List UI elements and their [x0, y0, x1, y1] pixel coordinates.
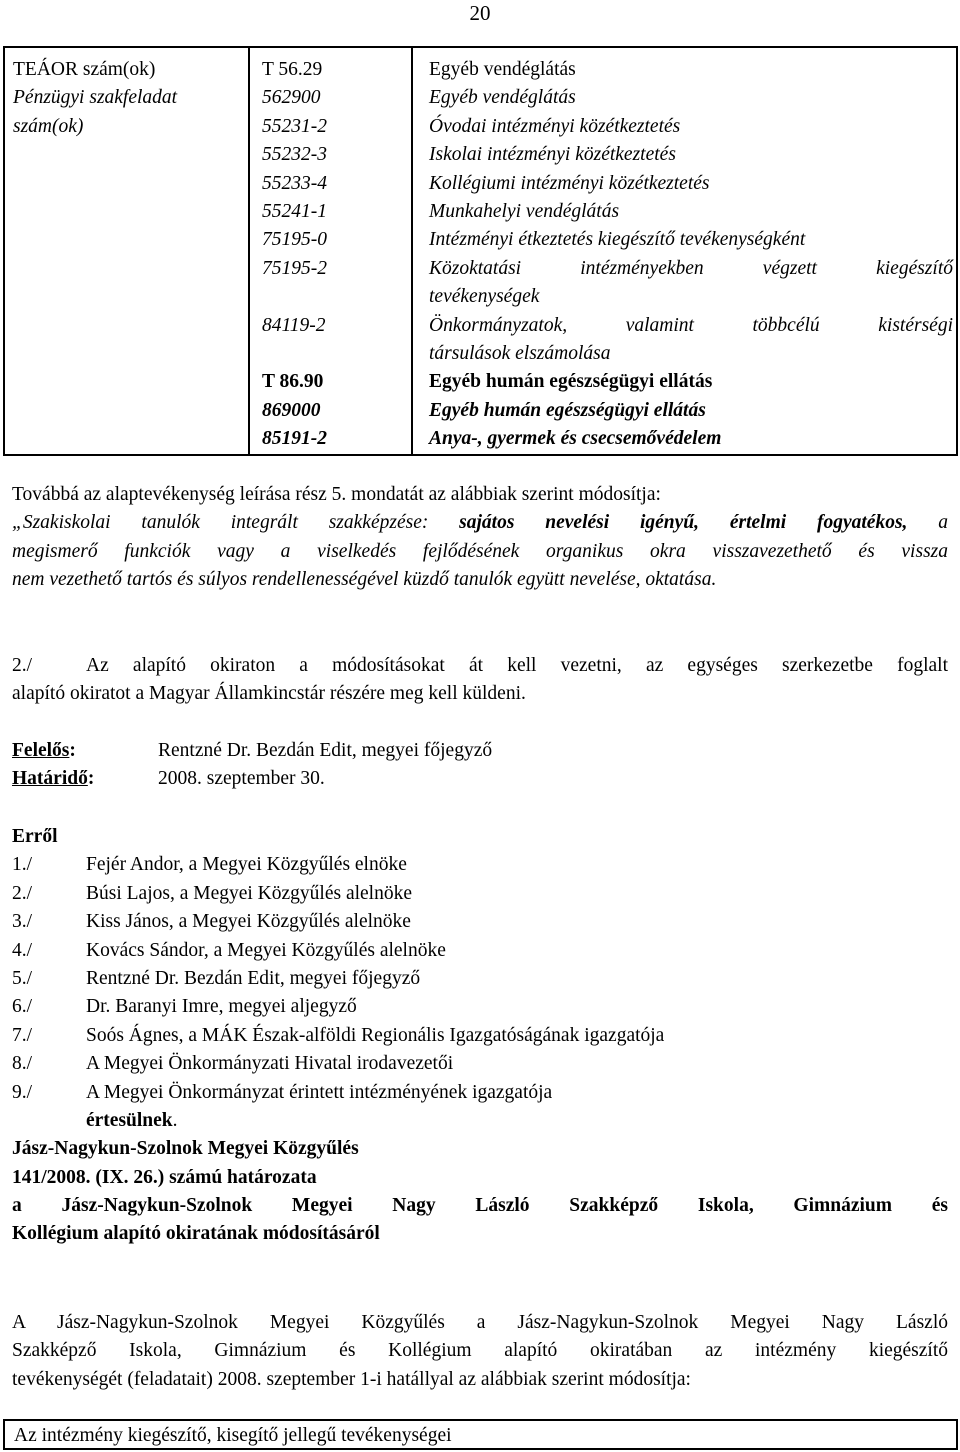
code-cell: 55232-3 — [262, 144, 327, 166]
deadline-line — [12, 765, 948, 793]
description-cell: Munkahelyi vendéglátás — [429, 200, 620, 222]
quote-text: „Szakiskolai tanulók integrált szakképzése: — [12, 512, 460, 534]
code-cell: 55231-2 — [262, 115, 327, 137]
notification-item — [12, 993, 948, 1021]
notification-item-number: 1./ — [12, 854, 33, 876]
notification-heading: Erről — [12, 826, 58, 847]
activity-code-table — [3, 46, 958, 456]
notification-item — [12, 908, 948, 936]
notification-list — [12, 823, 948, 1249]
table-divider — [248, 48, 250, 454]
description-cell: Kollégiumi intézményi közétkeztetés — [429, 172, 710, 194]
notification-item-text: Soós Ágnes, a MÁK Észak-alföldi Regionális Igazgatóságának igazgatója — [86, 1024, 665, 1046]
notification-item-number: 5./ — [12, 967, 33, 989]
page-number: 20 — [469, 1, 491, 25]
responsible-colon: : — [69, 740, 76, 761]
description-cell: Anya-, gyermek és csecsemővédelem — [429, 428, 722, 450]
notification-item — [12, 880, 948, 908]
table-description-column — [429, 56, 953, 453]
amendment-quote-line: megismerő funkciók vagy a viselkedés fejlődésének organikus okra visszavezethető és vissza — [12, 540, 948, 562]
point-number: 2./ — [12, 655, 33, 676]
notification-item-text: Fejér Andor, a Megyei Közgyűlés elnöke — [86, 854, 407, 876]
notification-item-number: 4./ — [12, 939, 33, 961]
notification-item — [12, 937, 948, 965]
quote-emphasis: sajátos nevelési igényű, értelmi fogyatékos, — [459, 512, 908, 534]
notification-closing — [12, 1107, 948, 1135]
notification-item-number: 6./ — [12, 996, 33, 1018]
point-2-text: Az alapító okiraton a módosításokat át kell vezetni, az egységes szerkezetbe foglalt — [86, 655, 948, 676]
description-cell: Egyéb vendéglátás — [429, 87, 576, 109]
closing-word: értesülnek — [86, 1109, 173, 1131]
code-cell — [262, 340, 362, 368]
code-cell — [262, 283, 362, 311]
amendment-quote-line: nem vezethető tartós és súlyos rendellenességével küzdő tanulók együtt nevelése, oktatása. — [12, 569, 717, 591]
description-cell: Önkormányzatok, valamint többcélú kistérségi — [429, 314, 953, 336]
body-line: A Jász-Nagykun-Szolnok Megyei Közgyűlés a Jász-Nagykun-Szolnok Megyei Nagy László — [12, 1312, 948, 1333]
point-2-line: alapító okiratot a Magyar Államkincstár részére meg kell küldeni. — [12, 683, 526, 705]
notification-item-text: Rentzné Dr. Bezdán Edit, megyei főjegyző — [86, 967, 421, 989]
code-cell: 75195-0 — [262, 229, 327, 251]
description-cell: tevékenységek — [429, 286, 540, 308]
amendment-paragraph — [12, 481, 948, 595]
notification-item — [12, 1050, 948, 1078]
description-cell: Közoktatási intézményekben végzett kiegészítő — [429, 257, 953, 279]
table-code-column — [262, 56, 362, 453]
notification-item-number: 3./ — [12, 911, 33, 933]
point-2-line — [12, 652, 948, 680]
code-cell: 55233-4 — [262, 172, 327, 194]
description-cell: társulások elszámolása — [429, 342, 611, 364]
resolution-title-cont: Kollégium alapító okiratának módosításáról — [12, 1223, 380, 1245]
closing-dot: . — [172, 1109, 178, 1131]
section-heading: Az intézmény kiegészítő, kisegítő jellegű tevékenységei — [14, 1425, 452, 1446]
notification-item-text: Búsi Lajos, a Megyei Közgyűlés alelnöke — [86, 882, 413, 904]
notification-item — [12, 851, 948, 879]
amendment-intro: Továbbá az alaptevékenység leírása rész 5. mondatát az alábbiak szerint módosítja: — [12, 484, 661, 505]
notification-item-text: Kovács Sándor, a Megyei Közgyűlés alelnöke — [86, 939, 446, 961]
code-cell: 75195-2 — [262, 257, 327, 279]
code-cell: 869000 — [262, 399, 321, 421]
responsible-block — [12, 737, 948, 794]
responsible-label: Felelős — [12, 740, 70, 761]
description-cell: Egyéb humán egészségügyi ellátás — [429, 399, 706, 421]
description-cell: Óvodai intézményi közétkeztetés — [429, 115, 681, 137]
description-cell: Intézményi étkeztetés kiegészítő tevékenységként — [429, 229, 806, 251]
assembly-name: Jász-Nagykun-Szolnok Megyei Közgyűlés — [12, 1138, 359, 1160]
resolution-number: 141/2008. (IX. 26.) számú határozata — [12, 1166, 317, 1188]
description-cell: Egyéb humán egészségügyi ellátás — [429, 371, 713, 393]
quote-text: a — [907, 512, 948, 534]
notification-item-text: A Megyei Önkormányzat érintett intézményének igazgatója — [86, 1081, 553, 1103]
notification-item-text: Kiss János, a Megyei Közgyűlés alelnöke — [86, 911, 411, 933]
notification-item-number: 9./ — [12, 1081, 33, 1103]
description-cell: Iskolai intézményi közétkeztetés — [429, 144, 676, 166]
notification-item-number: 2./ — [12, 882, 33, 904]
table-label-column — [13, 56, 243, 141]
notification-item-number: 7./ — [12, 1024, 33, 1046]
teaor-label: TEÁOR szám(ok) — [13, 59, 156, 80]
body-line: Szakképző Iskola, Gimnázium és Kollégium alapító okiratában az intézmény kiegészítő — [12, 1340, 948, 1362]
notification-item — [12, 1022, 948, 1050]
notification-item — [12, 1079, 948, 1107]
code-cell: 85191-2 — [262, 428, 327, 450]
notification-item — [12, 965, 948, 993]
deadline-value: 2008. szeptember 30. — [158, 768, 325, 790]
code-cell: 55241-1 — [262, 200, 327, 222]
section-heading-box — [3, 1419, 958, 1450]
resolution-title: a Jász-Nagykun-Szolnok Megyei Nagy László Szakképző Iskola, Gimnázium és — [12, 1195, 948, 1217]
responsible-value: Rentzné Dr. Bezdán Edit, megyei főjegyző — [158, 740, 493, 761]
notification-items — [12, 851, 948, 1107]
szakfeladat-label: Pénzügyi szakfeladat — [13, 87, 178, 109]
notification-item-text: A Megyei Önkormányzati Hivatal irodavezetői — [86, 1053, 454, 1075]
code-cell: 562900 — [262, 87, 321, 109]
deadline-label: Határidő — [12, 768, 88, 790]
code-cell: 84119-2 — [262, 314, 326, 336]
description-cell: Egyéb vendéglátás — [429, 59, 576, 80]
resolution-body — [12, 1309, 948, 1394]
point-2-paragraph — [12, 652, 948, 709]
szakfeladat-label-cont: szám(ok) — [13, 115, 84, 137]
code-cell: T 86.90 — [262, 371, 324, 393]
code-cell: T 56.29 — [262, 59, 323, 80]
deadline-colon: : — [87, 768, 95, 790]
amendment-quote-line — [12, 509, 948, 537]
body-line: tevékenységét (feladatait) 2008. szeptember 1-i hatállyal az alábbiak szerint módosítja: — [12, 1368, 691, 1390]
notification-item-number: 8./ — [12, 1053, 33, 1075]
responsible-line — [12, 737, 948, 765]
table-divider — [411, 48, 413, 454]
notification-item-text: Dr. Baranyi Imre, megyei aljegyző — [86, 996, 357, 1018]
